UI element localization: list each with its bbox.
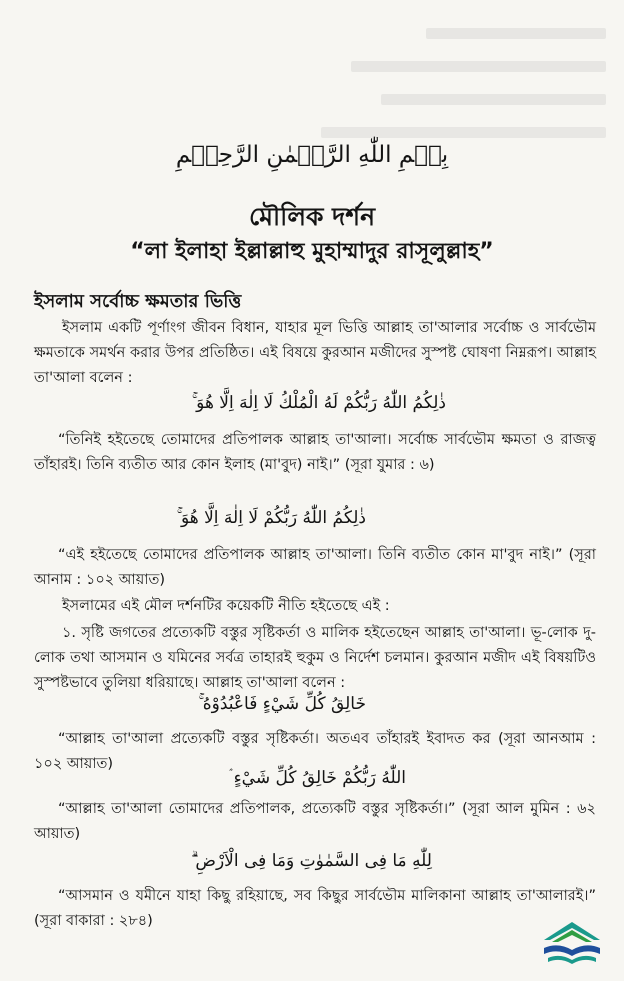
arabic-verse-1: ذٰلِكُمُ اللّٰهُ رَبُّكُمْ لَهُ الْمُلْكُ لَا اِلٰهَ اِلَّا هُوَ ۚ [191,393,446,413]
bleed-through-text [306,28,606,160]
bismillah-heading: بِسۡمِ اللّٰهِ الرَّحۡمٰنِ الرَّحِیۡمِ [175,142,449,168]
translation-3: “আল্লাহ তা'আলা প্রত্যেকটি বস্তুর সৃষ্টিকর্তা। অতএব তাঁহারই ইবাদত কর (সূরা আনআম : ১০২ আয়াত) [34,731,596,772]
translation-1: “তিনিই হইতেছে তোমাদের প্রতিপালক আল্লাহ তা'আলা। সর্বোচ্চ সার্বভৌম ক্ষমতা ও রাজত্ব তাঁহারই। তিনি ব্যতীত আর কোন ইলাহ (মা'বুদ) নাই।” (সূরা যুমার : ৬) [34,432,596,473]
publisher-logo-icon [538,918,606,968]
translation-5: “আসমান ও যমীনে যাহা কিছু রহিয়াছে, সব কিছুর সার্বভৌম মালিকানা আল্লাহ তা'আলারই।” (সূরা বাকারা : ২৮৪) [34,888,596,929]
arabic-verse-2: ذٰلِكُمُ اللّٰهُ رَبُّكُمْ لَا اِلٰهَ اِلَّا هُوَ ۚ [176,508,366,528]
intro-paragraph: ইসলাম একটি পূর্ণাংগ জীবন বিধান, যাহার মূল ভিত্তি আল্লাহ তা'আলার সর্বোচ্চ ও সার্বভৌম ক্ষমতাকে সমর্থন করার উপর প্রতিষ্ঠিত। এই বিষয়ে কুরআন মজীদের সুস্পষ্ট ঘোষণা নিম্নরূপ। আল্লাহ তা'আলা বলেন : [34,320,596,386]
principles-intro: ইসলামের এই মৌল দর্শনটির কয়েকটি নীতি হইতেছে এই : [62,598,390,614]
arabic-verse-3: خَالِقُ كُلِّ شَيْءٍ فَاعْبُدُوْهُ ۚ [198,694,366,714]
principle-1: ১. সৃষ্টি জগতের প্রত্যেকটি বস্তুর সৃষ্টিকর্তা ও মালিক হইতেছেন আল্লাহ তা'আলা। ভূ-লোক দু-লোক তথা আসমান ও যমিনের সর্বত্র তাহারই হুকুম ও নির্দেশ চলমান। কুরআন মজীদ এই বিষয়টিও সুস্পষ্টভাবে তুলিয়া ধরিয়াছে। আল্লাহ তা'আলা বলেন : [34,625,596,691]
translation-2: “এই হইতেছে তোমাদের প্রতিপালক আল্লাহ তা'আলা। তিনি ব্যতীত কোন মা'বুদ নাই।” (সূরা আনাম : ১০২ আয়াত) [34,547,596,588]
page-title: মৌলিক দর্শন [249,202,375,231]
arabic-verse-4: اللّٰهُ رَبُّكُمْ خَالِقُ كُلِّ شَيْءٍ ۘ [229,768,406,788]
translation-4: “আল্লাহ তা'আলা তোমাদের প্রতিপালক, প্রত্যেকটি বস্তুর সৃষ্টিকর্তা।” (সূরা আল মুমিন : ৬২ আয়াত) [34,801,596,842]
arabic-verse-5: لِلّٰهِ مَا فِى السَّمٰوٰتِ وَمَا فِى الْاَرْضِ ۗ [191,851,432,871]
section-heading: ইসলাম সর্বোচ্চ ক্ষমতার ভিত্তি [34,291,242,312]
page-subtitle: “লা ইলাহা ইল্লাল্লাহু মুহাম্মাদুর রাসূলুল্লাহ” [130,239,494,264]
